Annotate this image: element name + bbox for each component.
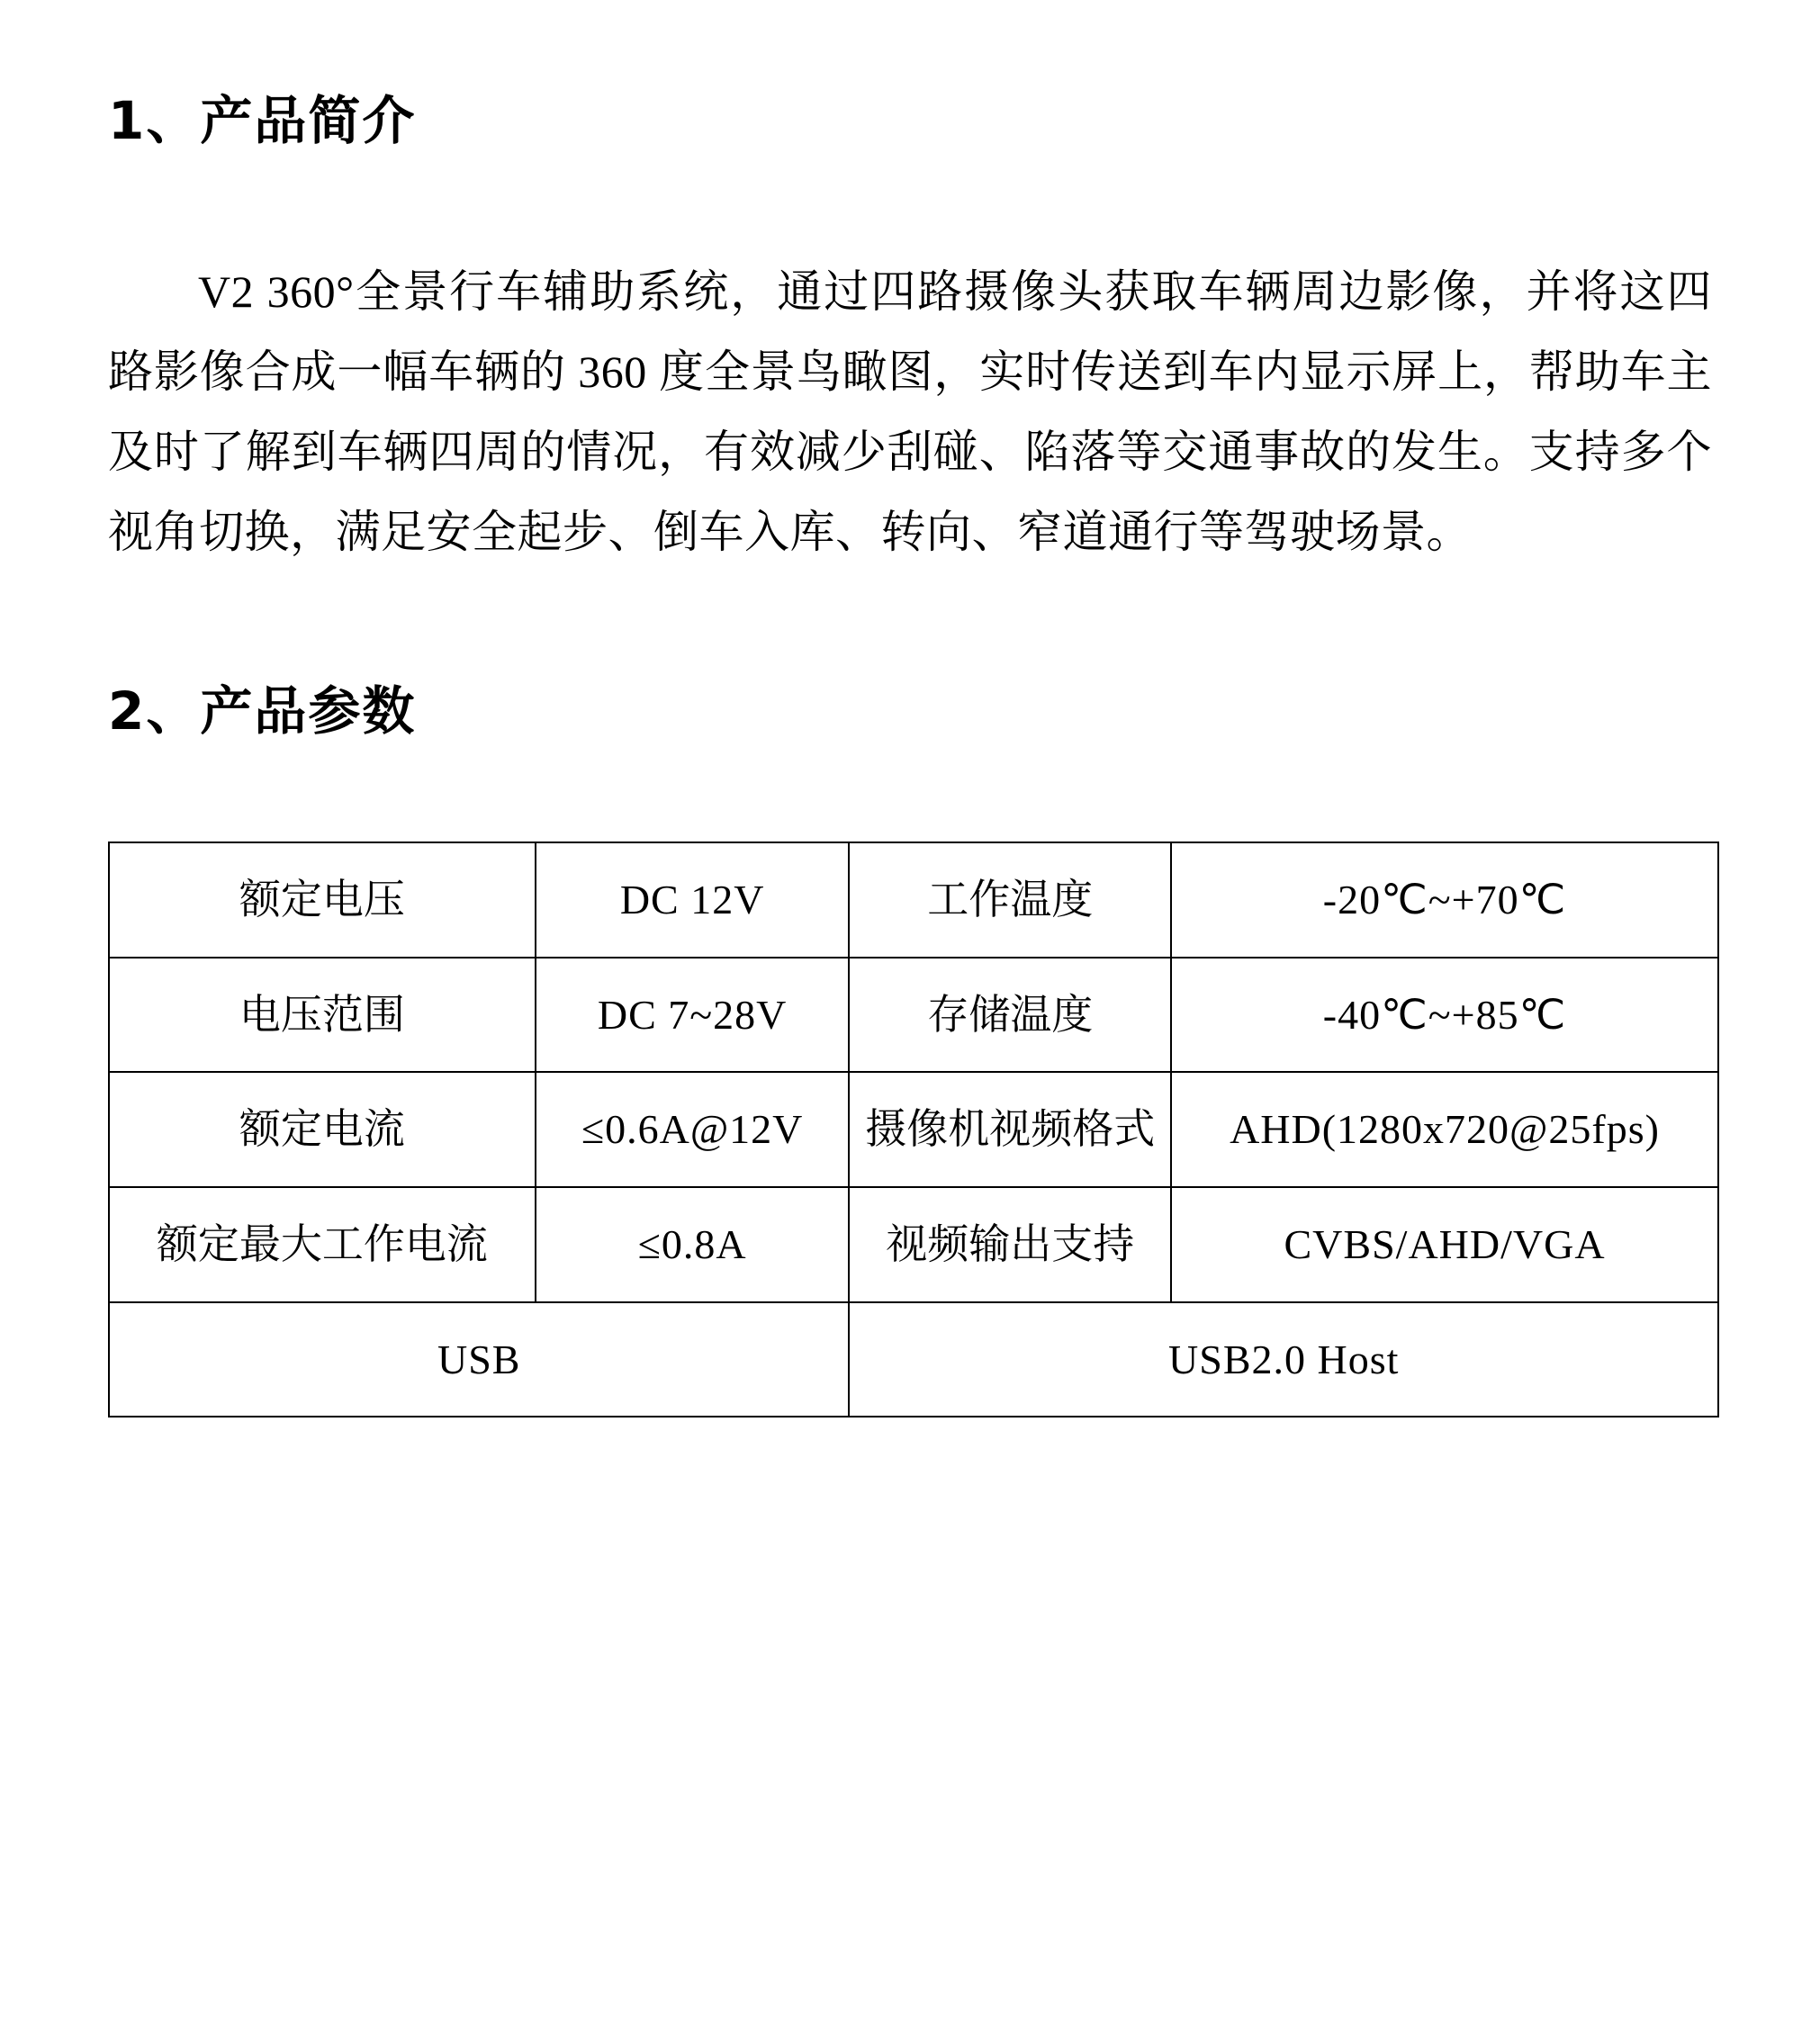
page-title-product-params: 2、产品参数 [108,680,417,742]
spec-label-video-output-support: 视频输出支持 [849,1187,1171,1302]
product-spec-table [108,842,1719,1418]
spec-label-rated-current: 额定电流 [109,1072,536,1187]
spec-value-max-working-current: ≤0.8A [536,1187,850,1302]
spec-value-rated-voltage: DC 12V [536,842,850,958]
spec-label-voltage-range: 电压范围 [109,958,536,1073]
spec-label-operating-temp: 工作温度 [849,842,1171,958]
spec-value-camera-video-format: AHD(1280x720@25fps) [1171,1072,1718,1187]
table-row [109,1187,1718,1302]
spec-value-storage-temp: -40℃~+85℃ [1171,958,1718,1073]
table-row [109,1072,1718,1187]
spec-value-rated-current: ≤0.6A@12V [536,1072,850,1187]
spec-label-camera-video-format: 摄像机视频格式 [849,1072,1171,1187]
spec-value-usb: USB2.0 Host [849,1302,1718,1418]
spec-value-voltage-range: DC 7~28V [536,958,850,1073]
spec-label-storage-temp: 存储温度 [849,958,1171,1073]
table-row [109,958,1718,1073]
table-row [109,1302,1718,1418]
spec-label-rated-voltage: 额定电压 [109,842,536,958]
spec-value-operating-temp: -20℃~+70℃ [1171,842,1718,958]
spec-label-max-working-current: 额定最大工作电流 [109,1187,536,1302]
table-row [109,842,1718,958]
product-intro-paragraph: V2 360°全景行车辅助系统，通过四路摄像头获取车辆周边影像，并将这四路影像合成一幅车辆的 360 度全景鸟瞰图，实时传送到车内显示屏上，帮助车主及时了解到车辆四周的情况，有效减少刮碰、陷落等交通事故的发生。支持多个视角切换，满足安全起步、倒车入库、转向、窄道通行等驾驶场景。 [108,266,1712,557]
spec-value-video-output-support: CVBS/AHD/VGA [1171,1187,1718,1302]
page-title-product-intro: 1、产品简介 [108,90,417,151]
spec-label-usb: USB [109,1302,849,1418]
